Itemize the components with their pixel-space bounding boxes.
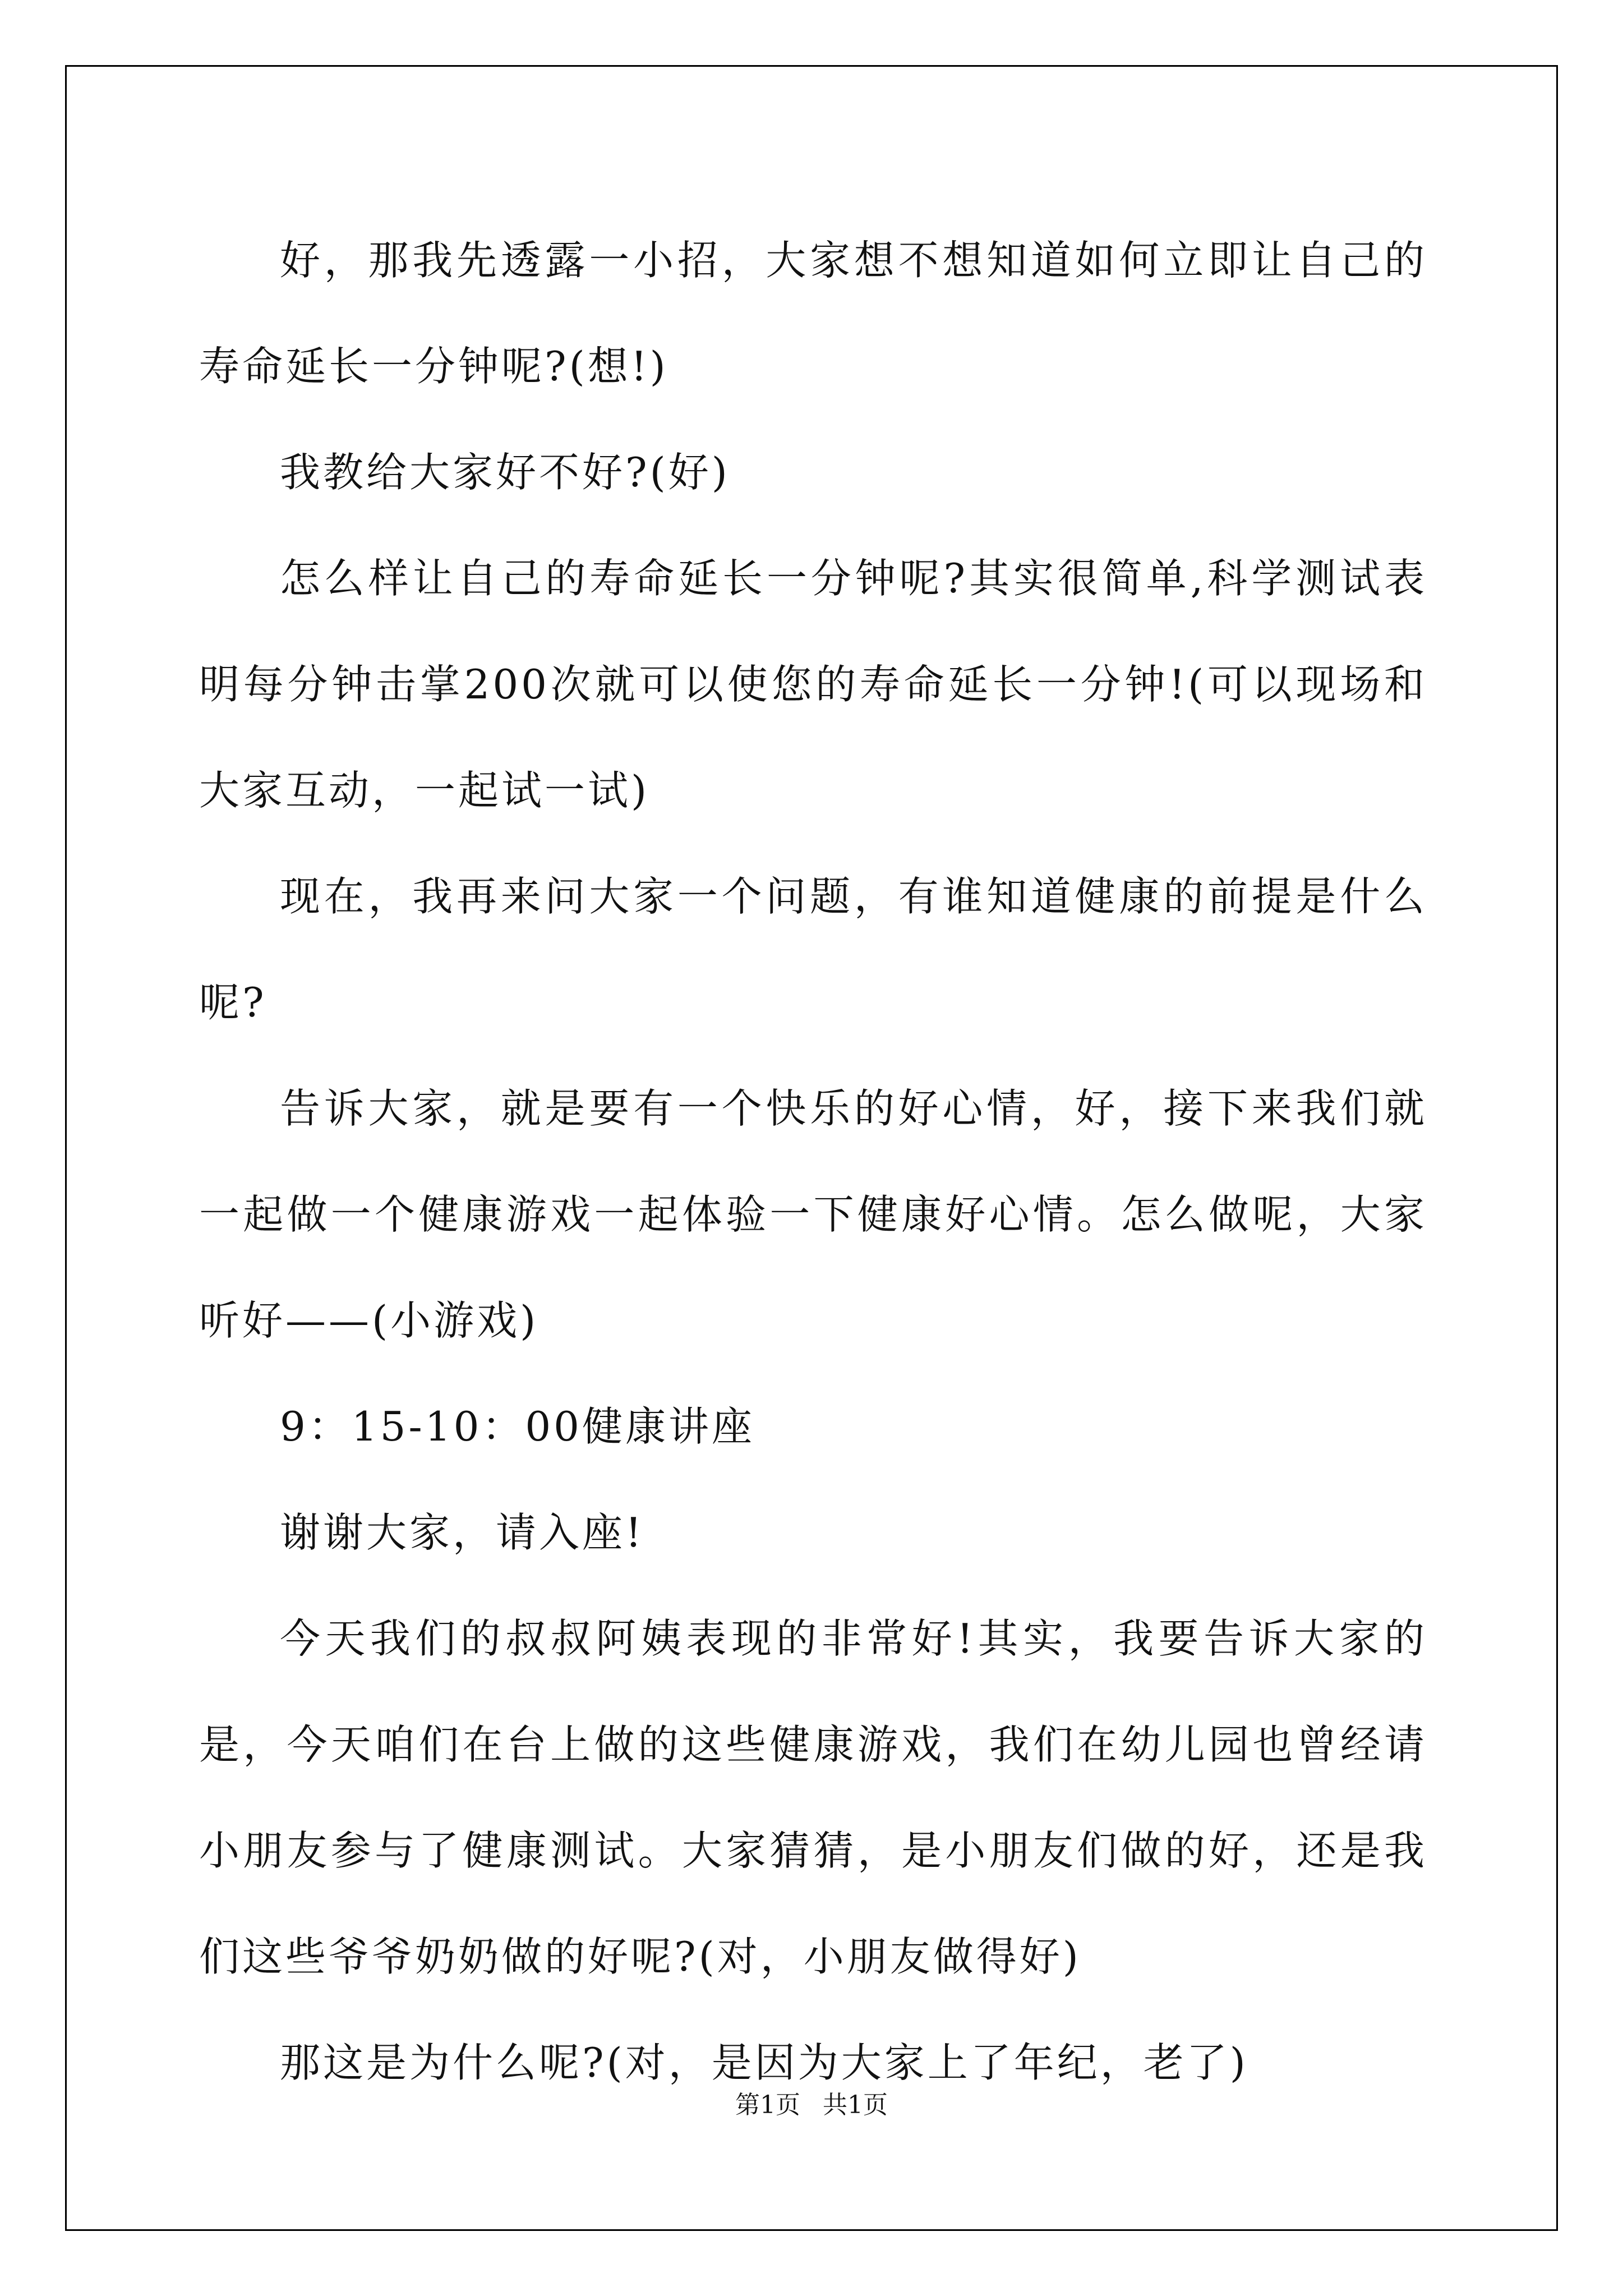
paragraph-6: 9：15-10：00健康讲座	[280, 1403, 755, 1450]
paragraph-1: 好，那我先透露一小招，大家想不想知道如何立即让自己的寿命延长一分钟呢?(想!)	[199, 237, 1427, 390]
paragraph-3: 怎么样让自己的寿命延长一分钟呢?其实很简单,科学测试表明每分钟击掌200次就可以使您的寿命延长一分钟!(可以现场和大家互动，一起试一试)	[199, 555, 1427, 814]
paragraph-7: 谢谢大家，请入座!	[280, 1509, 644, 1556]
page-footer	[0, 2085, 1623, 2120]
paragraph-5: 告诉大家，就是要有一个快乐的好心情，好，接下来我们就一起做一个健康游戏一起体验一下健康好心情。怎么做呢，大家听好——(小游戏)	[199, 1085, 1427, 1344]
paragraph-8: 今天我们的叔叔阿姨表现的非常好!其实，我要告诉大家的是，今天咱们在台上做的这些健康游戏，我们在幼儿园也曾经请小朋友参与了健康测试。大家猜猜，是小朋友们做的好，还是我们这些爷爷奶奶做的好呢?(对，小朋友做得好)	[199, 1615, 1427, 1980]
paragraph-2: 我教给大家好不好?(好)	[280, 449, 730, 496]
paragraph-9: 那这是为什么呢?(对，是因为大家上了年纪，老了)	[280, 2039, 1248, 2086]
page-total: 共1页	[823, 2091, 888, 2119]
document-body	[199, 208, 1427, 2116]
paragraph-4: 现在，我再来问大家一个问题，有谁知道健康的前提是什么呢?	[199, 873, 1427, 1026]
page-number: 第1页	[735, 2091, 800, 2119]
